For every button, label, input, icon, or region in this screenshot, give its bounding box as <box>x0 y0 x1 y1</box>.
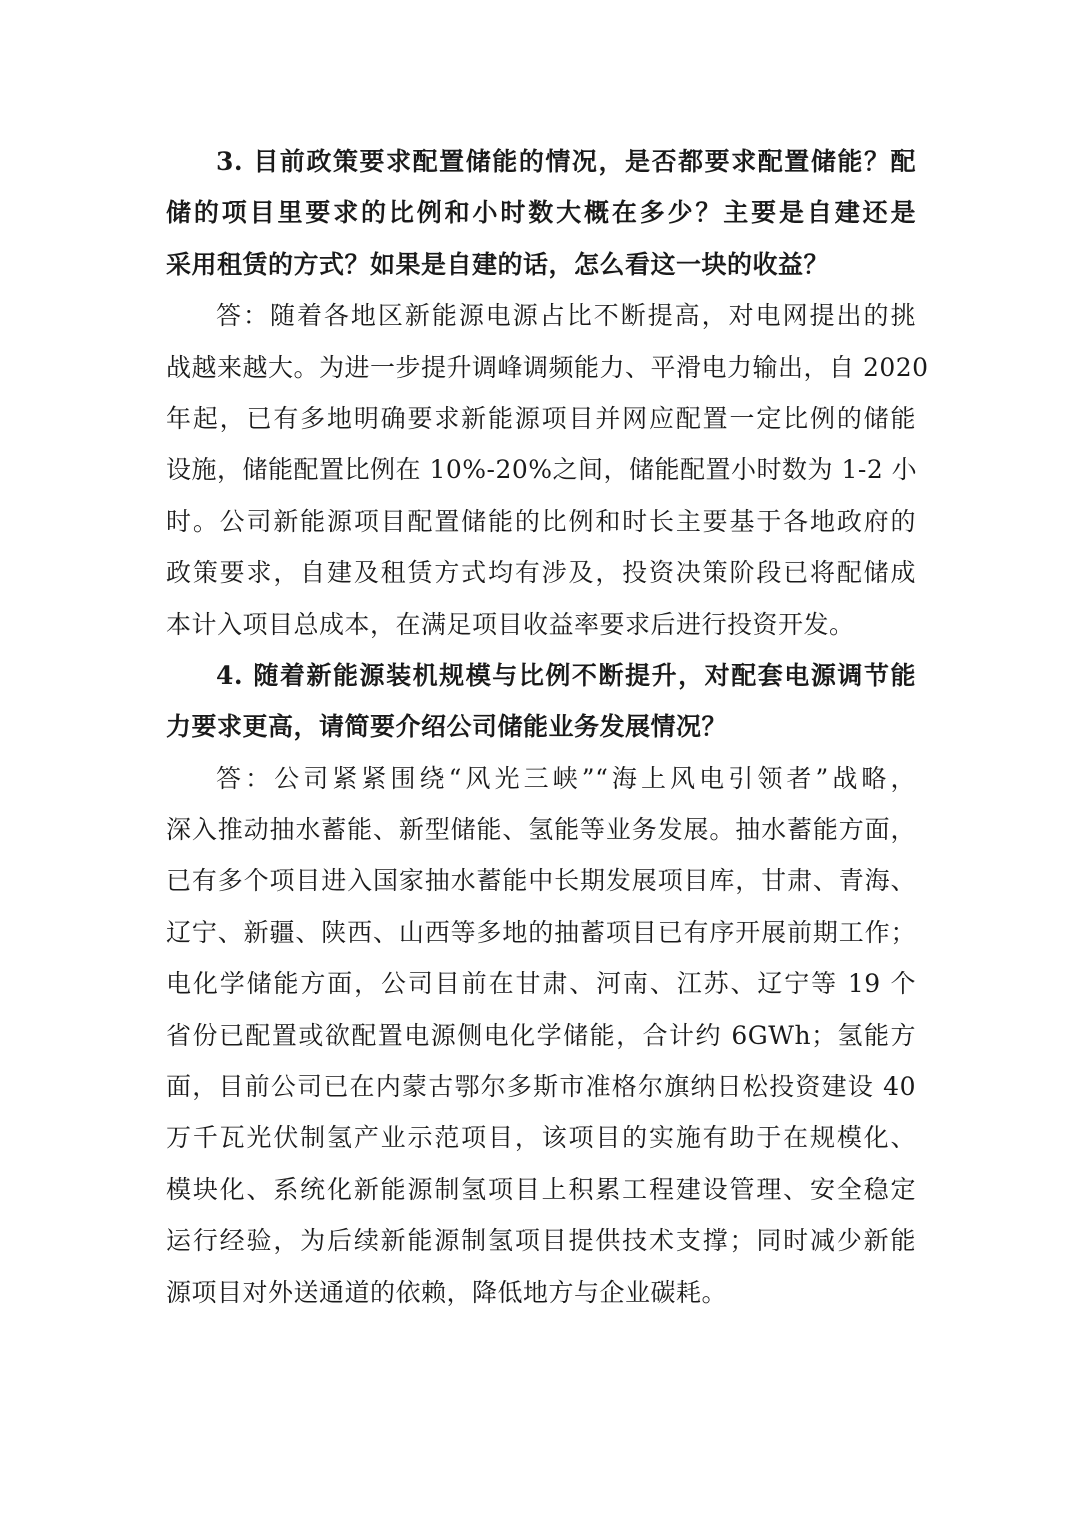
answer-line: 运行经验，为后续新能源制氢项目提供技术支撑；同时减少新能 <box>166 1226 916 1256</box>
question-line: 储的项目里要求的比例和小时数大概在多少？主要是自建还是 <box>166 198 916 228</box>
answer-4 <box>166 753 916 1318</box>
question-3 <box>166 136 916 290</box>
answer-line: 政策要求，自建及租赁方式均有涉及，投资决策阶段已将配储成 <box>166 558 916 588</box>
question-line: 采用租赁的方式？如果是自建的话，怎么看这一块的收益？ <box>166 249 830 279</box>
question-4 <box>166 650 916 753</box>
answer-line: 辽宁、新疆、陕西、山西等多地的抽蓄项目已有序开展前期工作； <box>166 917 916 947</box>
question-line: 力要求更高，请简要介绍公司储能业务发展情况？ <box>166 712 728 742</box>
answer-line: 省份已配置或欲配置电源侧电化学储能，合计约 6GWh；氢能方 <box>166 1020 916 1050</box>
answer-line: 深入推动抽水蓄能、新型储能、氢能等业务发展。抽水蓄能方面， <box>166 815 916 845</box>
answer-line: 时。公司新能源项目配置储能的比例和时长主要基于各地政府的 <box>166 506 916 536</box>
answer-line: 答：随着各地区新能源电源占比不断提高，对电网提出的挑 <box>216 301 916 331</box>
document-page <box>166 136 929 1318</box>
answer-line: 模块化、系统化新能源制氢项目上积累工程建设管理、安全稳定 <box>166 1174 916 1204</box>
answer-line: 答：公司紧紧围绕“风光三峡”“海上风电引领者”战略， <box>216 763 916 793</box>
answer-3 <box>166 290 929 650</box>
question-line: 3. 目前政策要求配置储能的情况，是否都要求配置储能？配 <box>216 147 916 176</box>
answer-line: 万千瓦光伏制氢产业示范项目，该项目的实施有助于在规模化、 <box>166 1123 916 1153</box>
answer-line: 电化学储能方面，公司目前在甘肃、河南、江苏、辽宁等 19 个 <box>166 969 916 999</box>
question-line: 4. 随着新能源装机规模与比例不断提升，对配套电源调节能 <box>216 660 916 690</box>
answer-line: 设施，储能配置比例在 10%-20%之间，储能配置小时数为 1-2 小 <box>166 455 918 485</box>
answer-line: 年起，已有多地明确要求新能源项目并网应配置一定比例的储能 <box>166 403 916 433</box>
answer-line: 战越来越大。为进一步提升调峰调频能力、平滑电力输出，自 2020 <box>166 352 929 382</box>
answer-line: 源项目对外送通道的依赖，降低地方与企业碳耗。 <box>166 1277 728 1307</box>
answer-line: 已有多个项目进入国家抽水蓄能中长期发展项目库，甘肃、青海、 <box>166 866 916 896</box>
answer-line: 本计入项目总成本，在满足项目收益率要求后进行投资开发。 <box>166 609 855 639</box>
answer-line: 面，目前公司已在内蒙古鄂尔多斯市准格尔旗纳日松投资建设 40 <box>166 1072 916 1102</box>
